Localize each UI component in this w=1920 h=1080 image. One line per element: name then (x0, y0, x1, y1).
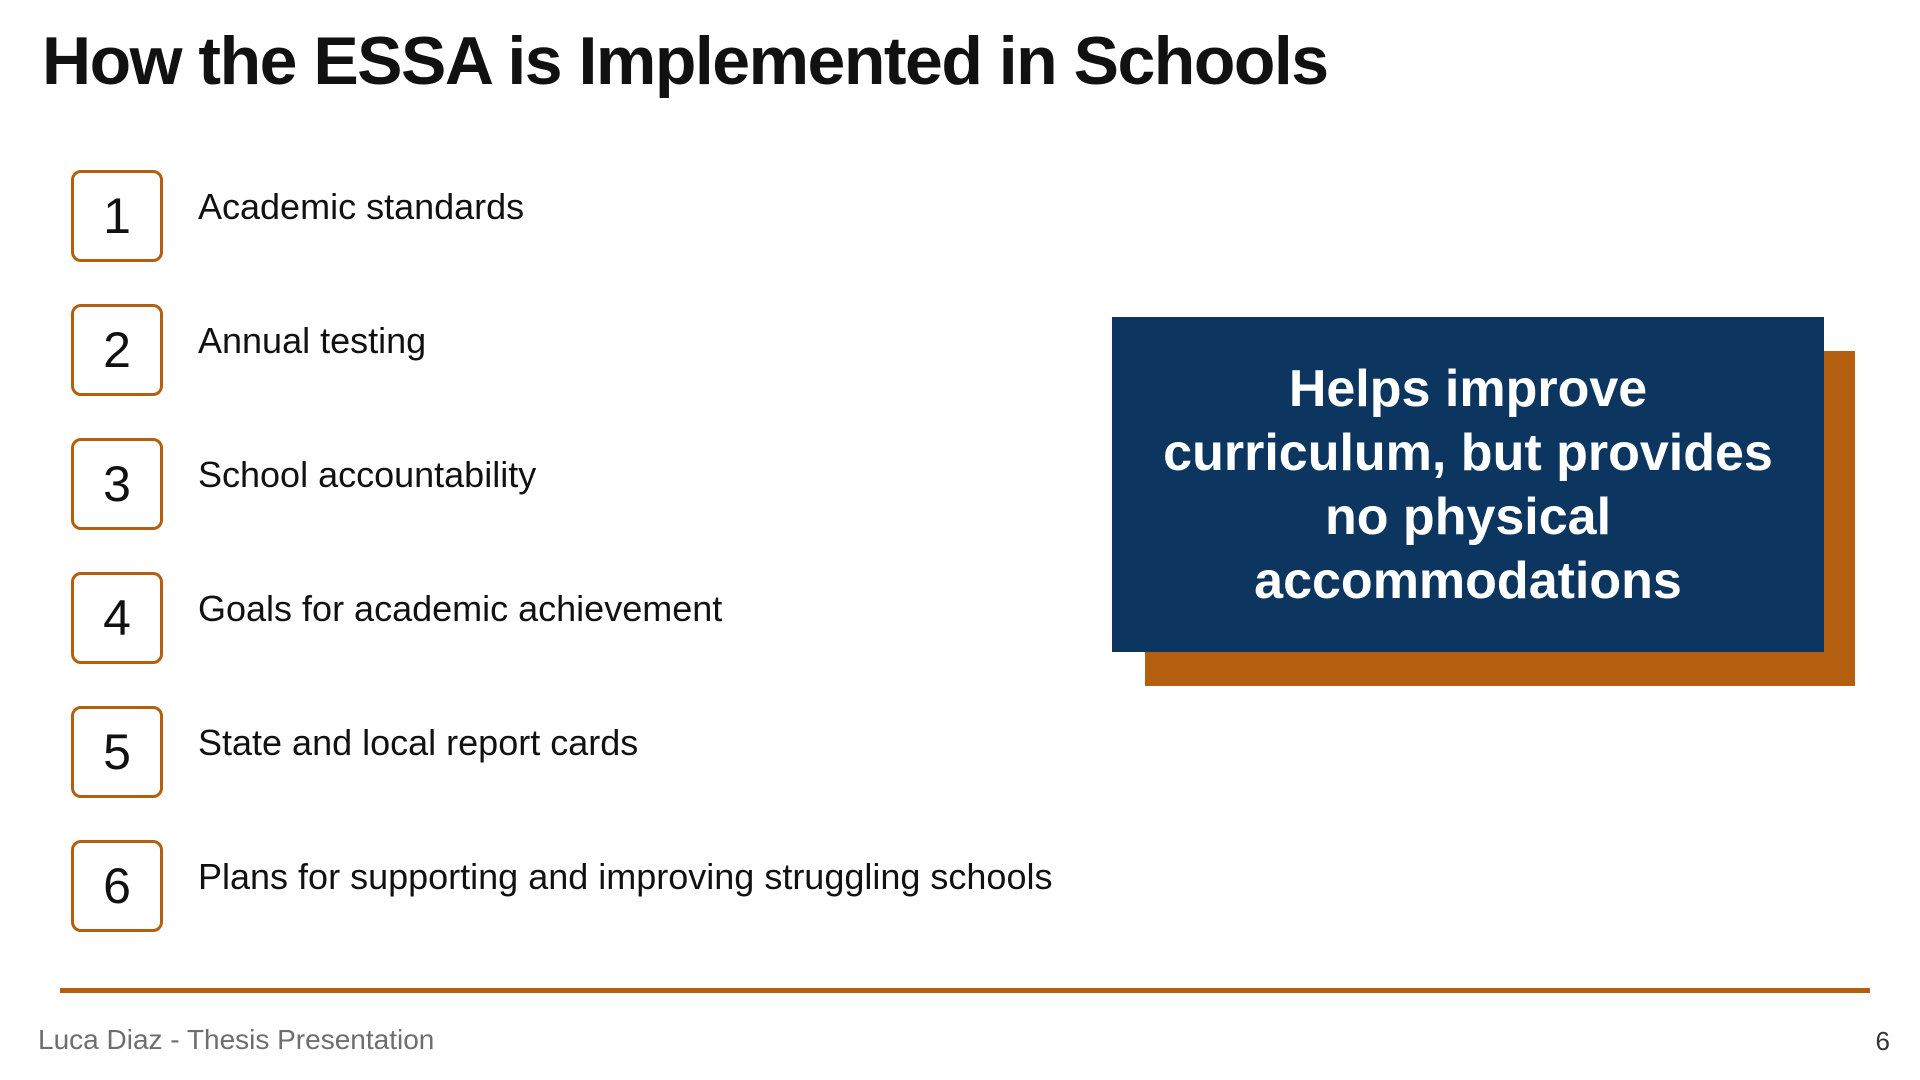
list-item-label: State and local report cards (198, 722, 639, 763)
list-item-label: School accountability (198, 454, 537, 495)
list-item-label: Academic standards (198, 186, 525, 227)
list-item (71, 170, 1091, 266)
list-item (71, 572, 1091, 668)
callout-box (1112, 317, 1824, 652)
list-item-label: Goals for academic achievement (198, 588, 723, 629)
slide-title: How the ESSA is Implemented in Schools (42, 23, 1328, 99)
number-badge: 4 (71, 572, 163, 664)
list-item (71, 304, 1091, 400)
footer-text: Luca Diaz - Thesis Presentation (38, 1024, 435, 1055)
number-badge: 6 (71, 840, 163, 932)
number-badge: 5 (71, 706, 163, 798)
list-item (71, 438, 1091, 534)
list-item (71, 706, 1091, 802)
list-item-label: Annual testing (198, 320, 427, 361)
number-badge: 2 (71, 304, 163, 396)
list-item (71, 840, 1091, 936)
number-badge: 3 (71, 438, 163, 530)
page-number: 6 (1875, 1026, 1890, 1056)
list-item-label: Plans for supporting and improving struggling schools (198, 856, 1053, 897)
callout-text: Helps improve curriculum, but provides no physical accommodations (1163, 359, 1773, 610)
footer-divider (60, 988, 1870, 993)
number-badge: 1 (71, 170, 163, 262)
